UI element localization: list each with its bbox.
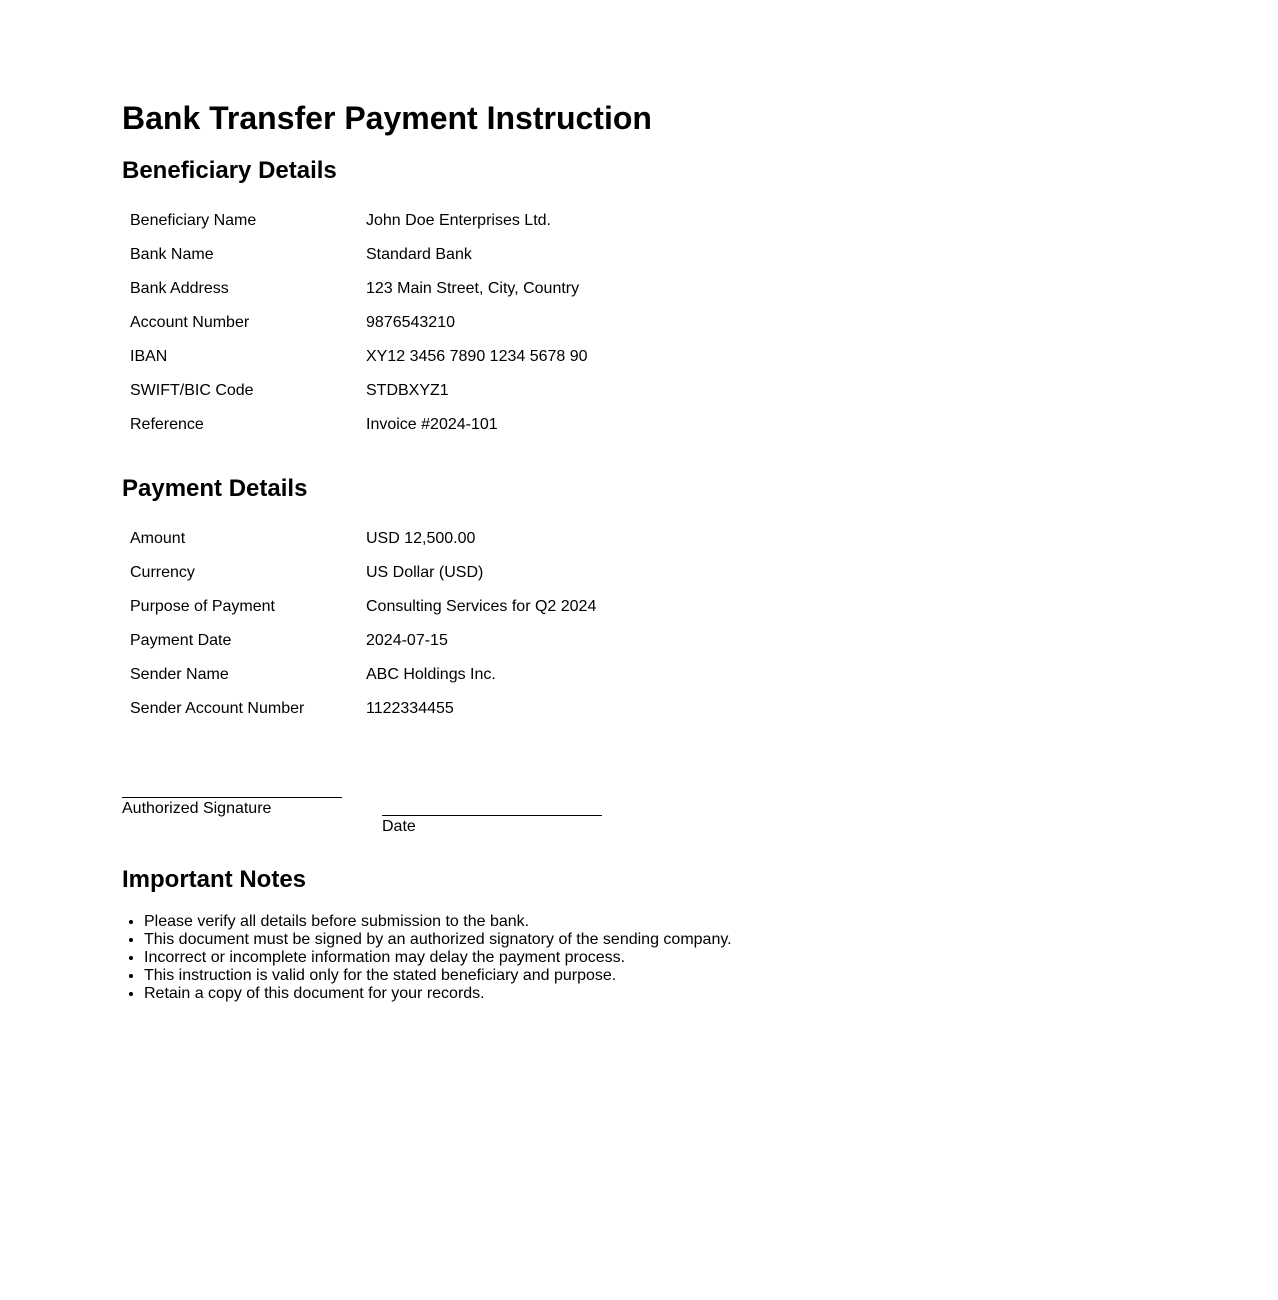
notes-heading: Important Notes [122,866,307,893]
signature-line [122,797,342,798]
detail-value: ABC Holdings Inc. [366,666,496,683]
detail-label: Reference [130,416,204,433]
detail-label: Amount [130,530,186,547]
detail-row [130,374,830,408]
detail-row [130,556,830,590]
beneficiary-details-table [130,204,830,442]
detail-value: 9876543210 [366,314,455,331]
detail-value: STDBXYZ1 [366,382,449,399]
detail-row [130,408,830,442]
detail-row [130,272,830,306]
detail-label: Payment Date [130,632,232,649]
detail-row [130,624,830,658]
detail-label: Bank Address [130,280,229,297]
signature-caption: Authorized Signature [122,800,272,817]
detail-value: Standard Bank [366,246,472,263]
detail-value: 123 Main Street, City, Country [366,280,580,297]
list-item: • Retain a copy of this document for your records. [144,985,732,1003]
detail-value: US Dollar (USD) [366,564,484,581]
detail-value: Consulting Services for Q2 2024 [366,598,597,615]
detail-row [130,306,830,340]
detail-row [130,522,830,556]
detail-label: IBAN [130,348,168,365]
beneficiary-heading: Beneficiary Details [122,157,337,184]
detail-label: Currency [130,564,195,581]
detail-label: Sender Name [130,666,229,683]
payment-details-table [130,522,830,726]
detail-row [130,238,830,272]
document-title: Bank Transfer Payment Instruction [122,100,652,136]
date-caption: Date [382,818,416,835]
detail-row [130,692,830,726]
detail-row [130,204,830,238]
detail-row [130,340,830,374]
payment-heading: Payment Details [122,475,308,502]
detail-label: Account Number [130,314,250,331]
detail-label: Bank Name [130,246,214,263]
detail-value: USD 12,500.00 [366,530,476,547]
list-item: • Incorrect or incomplete information may delay the payment process. [144,949,732,967]
detail-value: John Doe Enterprises Ltd. [366,212,551,229]
detail-label: Sender Account Number [130,700,305,717]
date-block [382,815,602,836]
notes-list [122,913,732,1003]
detail-value: Invoice #2024-101 [366,416,498,433]
list-item: • This instruction is valid only for the stated beneficiary and purpose. [144,967,732,985]
date-line [382,815,602,816]
detail-value: XY12 3456 7890 1234 5678 90 [366,348,588,365]
detail-label: Beneficiary Name [130,212,257,229]
detail-label: Purpose of Payment [130,598,275,615]
list-item: • Please verify all details before submission to the bank. [144,913,732,931]
signature-block [122,797,342,818]
detail-label: SWIFT/BIC Code [130,382,254,399]
detail-value: 1122334455 [366,700,454,717]
detail-row [130,590,830,624]
detail-row [130,658,830,692]
detail-value: 2024-07-15 [366,632,448,649]
list-item: • This document must be signed by an authorized signatory of the sending company. [144,931,732,949]
